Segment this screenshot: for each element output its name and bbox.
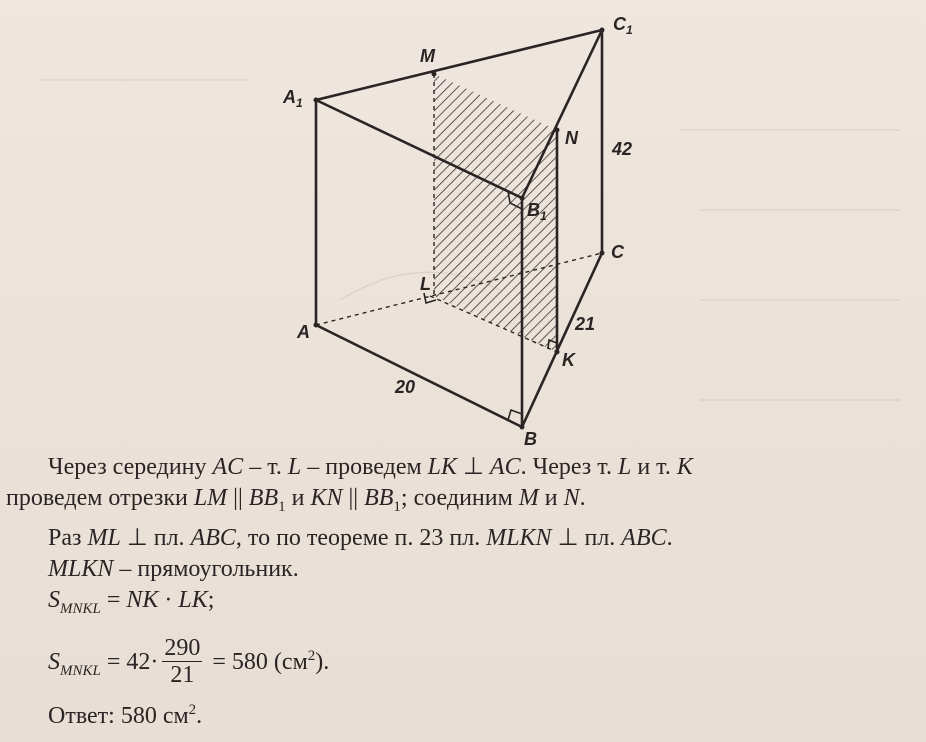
label-a: A <box>297 322 310 342</box>
label-20: 20 <box>395 377 416 397</box>
label-l: L <box>420 274 431 294</box>
label-b: B <box>524 429 537 449</box>
solution-line-1: Через середину AC – т. L – проведем LK ⊥ AC. Через т. L и т. K <box>48 454 693 480</box>
fraction-numerator: 290 <box>164 634 201 661</box>
solution-line-4: MLKN – прямоугольник. <box>48 555 299 582</box>
label-42: 42 <box>612 139 633 159</box>
label-a1: $A_1$ <box>283 87 303 110</box>
label-b1: $B_1$ <box>527 200 547 223</box>
label-k: K <box>562 350 575 370</box>
fraction <box>162 635 202 688</box>
area-calculation: $S_{MNKL} = 42\cdot$ $\frac{290}{21}$ = 580 $(см^2)$. <box>48 634 330 688</box>
solution-text <box>6 452 918 732</box>
answer-line: Ответ: 580 $см^2$. <box>48 702 203 730</box>
label-c1: $C_1$ <box>613 14 633 37</box>
label-21: 21 <box>575 314 596 334</box>
label-m: M <box>420 46 435 66</box>
label-n: N <box>565 128 578 148</box>
label-c: C <box>611 242 624 262</box>
area-formula: $S_{MNKL}$ = NK · LK; <box>48 586 215 617</box>
solution-line-2: проведем отрезки LM || $BB_1$ и KN || $BB_1$; соединим M и N. <box>6 485 586 515</box>
fraction-denominator: 21 <box>170 661 195 688</box>
solution-line-3: Раз ML ⊥ пл. ABC, то по теореме п. 23 пл. MLKN ⊥ пл. ABC. <box>48 524 673 551</box>
